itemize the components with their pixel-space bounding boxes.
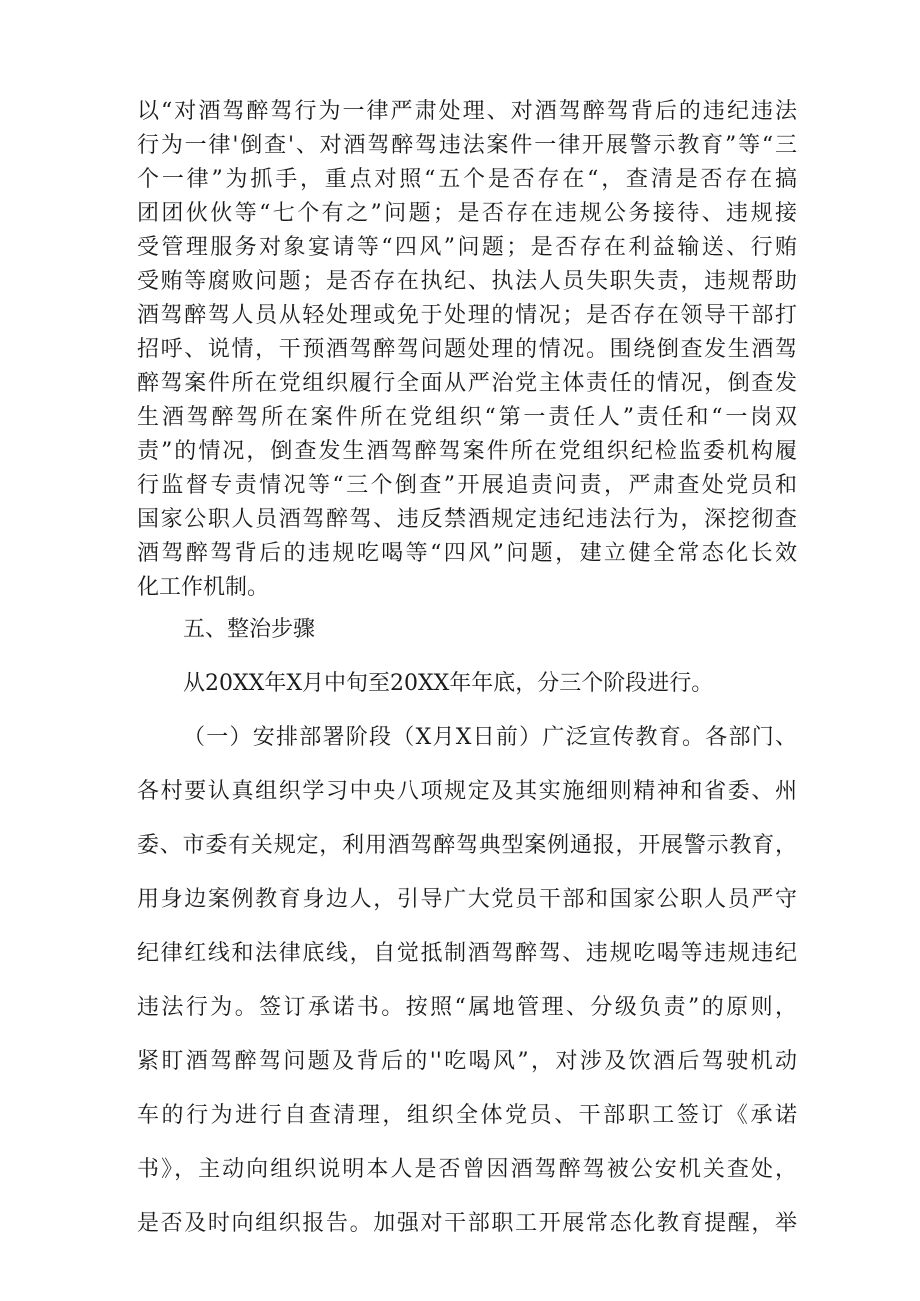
paragraph-line: 车的行为进行自查清理，组织全体党员、干部职工签订《承诺	[137, 1103, 797, 1128]
paragraph-line: 用身边案例教育身边人，引导广大党员干部和国家公职人员严守	[137, 887, 797, 912]
paragraph-line: （一）安排部署阶段（X月X日前）广泛宣传教育。各部门、	[183, 725, 797, 750]
paragraph-line: 违法行为。签订承诺书。按照“属地管理、分级负责”的原则，	[137, 995, 797, 1020]
paragraph-line: 责”的情况，倒查发生酒驾醉驾案件所在党组织纪检监委机构履	[137, 439, 797, 464]
paragraph-line: 酒驾醉驾背后的违规吃喝等“四风”问题，建立健全常态化长效	[137, 541, 797, 566]
paragraph-line: 各村要认真组织学习中央八项规定及其实施细则精神和省委、州	[137, 779, 797, 804]
paragraph-line: 酒驾醉驾人员从轻处理或免于处理的情况；是否存在领导干部打	[137, 303, 797, 328]
paragraph-line: 行监督专责情况等“三个倒查”开展追责问责，严肃查处党员和	[137, 473, 797, 498]
paragraph-line: 受贿等腐败问题；是否存在执纪、执法人员失职失责，违规帮助	[137, 269, 797, 294]
paragraph-line: 紧盯酒驾醉驾问题及背后的''吃喝风”，对涉及饮酒后驾驶机动	[137, 1049, 797, 1074]
paragraph-line: 以“对酒驾醉驾行为一律严肃处理、对酒驾醉驾背后的违纪违法	[137, 99, 797, 124]
paragraph-line: 书》，主动向组织说明本人是否曾因酒驾醉驾被公安机关查处，	[137, 1157, 797, 1182]
paragraph-line: 受管理服务对象宴请等“四风”问题；是否存在利益输送、行贿	[137, 235, 797, 260]
paragraph-line: 是否及时向组织报告。加强对干部职工开展常态化教育提醒，举	[137, 1211, 797, 1236]
paragraph-line: 团团伙伙等“七个有之”问题；是否存在违规公务接待、违规接	[137, 201, 797, 226]
paragraph-line: 国家公职人员酒驾醉驾、违反禁酒规定违纪违法行为，深挖彻查	[137, 507, 797, 532]
paragraph-line: 醉驾案件所在党组织履行全面从严治党主体责任的情况，倒查发	[137, 371, 797, 396]
paragraph-line: 个一律”为抓手，重点对照“五个是否存在“，查清是否存在搞	[137, 167, 797, 192]
paragraph-line: 行为一律'倒查'、对酒驾醉驾违法案件一律开展警示教育”等“三	[137, 133, 797, 158]
paragraph-line: 化工作机制。	[137, 575, 270, 600]
timeline-text: 从20XX年X月中旬至20XX年年底，分三个阶段进行。	[183, 671, 714, 696]
paragraph-line: 生酒驾醉驾所在案件所在党组织“第一责任人”责任和“一岗双	[137, 405, 797, 430]
paragraph-line: 纪律红线和法律底线，自觉抵制酒驾醉驾、违规吃喝等违规违纪	[137, 941, 797, 966]
paragraph-line: 招呼、说情，干预酒驾醉驾问题处理的情况。围绕倒查发生酒驾	[137, 337, 797, 362]
section-heading: 五、整治步骤	[183, 617, 316, 642]
paragraph-line: 委、市委有关规定，利用酒驾醉驾典型案例通报，开展警示教育，	[137, 833, 797, 858]
